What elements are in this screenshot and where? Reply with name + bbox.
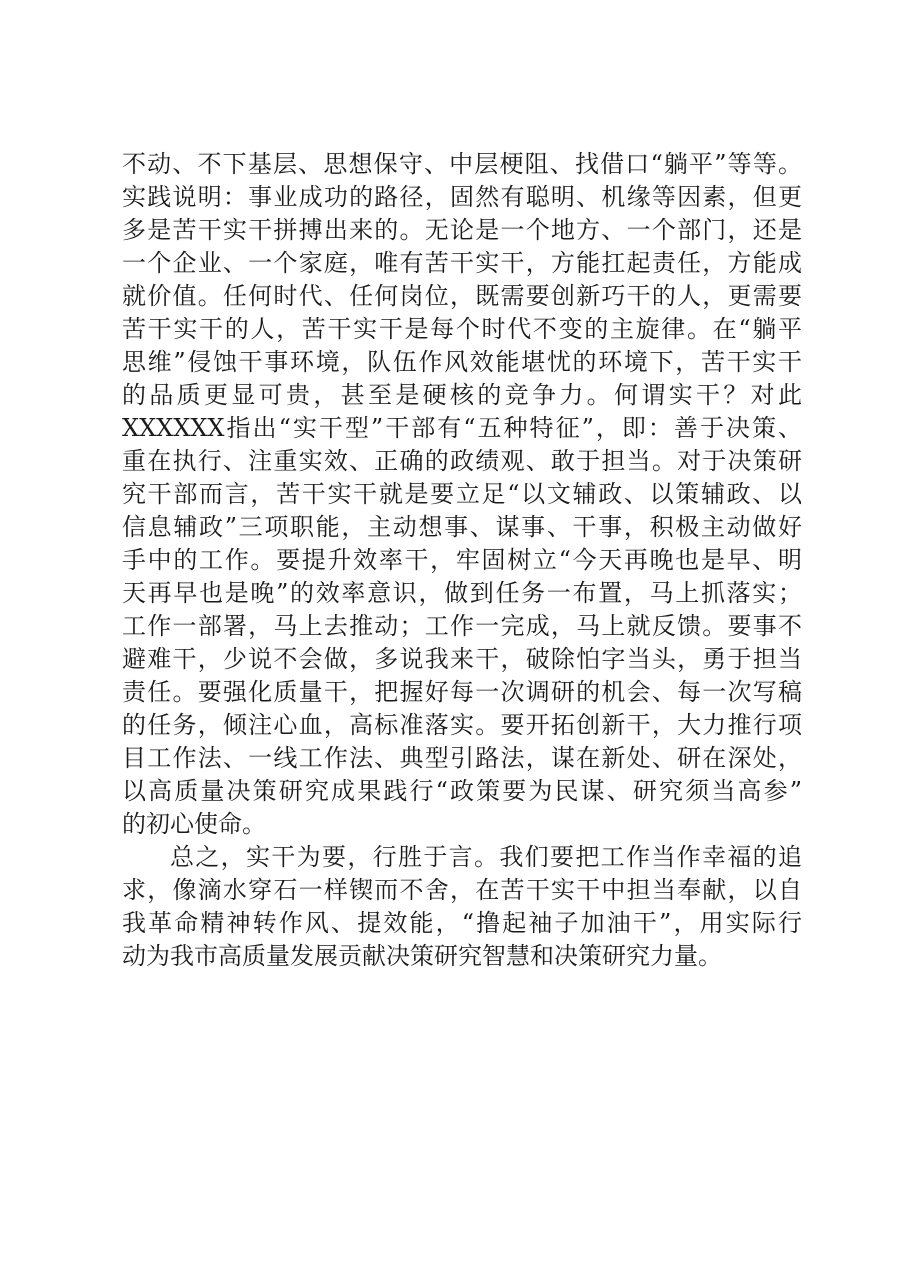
body-line: 总之，实干为要，行胜于言。我们要把工作当作幸福的追 (170, 843, 802, 871)
body-line: 我革命精神转作风、提效能，“撸起袖子加油干”，用实际行 (122, 909, 802, 937)
body-line: 的任务，倾注心血，高标准落实。要开拓创新干，大力推行项 (122, 711, 802, 739)
body-line: 重在执行、注重实效、正确的政绩观、敢于担当。对于决策研 (122, 447, 802, 475)
body-line: 天再早也是晚”的效率意识，做到任务一布置，马上抓落实； (122, 579, 802, 607)
body-line: 工作一部署，马上去推动；工作一完成，马上就反馈。要事不 (122, 612, 802, 640)
document-body (122, 148, 802, 973)
body-line: 求，像滴水穿石一样锲而不舍，在苦干实干中担当奉献，以自 (122, 876, 802, 904)
body-line: 避难干，少说不会做，多说我来干，破除怕字当头，勇于担当 (122, 645, 802, 673)
body-line: 思维”侵蚀干事环境，队伍作风效能堪忧的环境下，苦干实干 (122, 348, 802, 376)
body-line: 实践说明：事业成功的路径，固然有聪明、机缘等因素，但更 (122, 183, 802, 211)
body-line: 动为我市高质量发展贡献决策研究智慧和决策研究力量。 (122, 942, 722, 970)
body-line: 一个企业、一个家庭，唯有苦干实干，方能扛起责任，方能成 (122, 249, 802, 277)
body-line: 以高质量决策研究成果践行“政策要为民谋、研究须当高参” (122, 777, 802, 805)
body-line: 的初心使命。 (122, 810, 266, 838)
body-line: 多是苦干实干拼搏出来的。无论是一个地方、一个部门，还是 (122, 216, 802, 244)
body-line: 不动、不下基层、思想保守、中层梗阻、找借口“躺平”等等。 (122, 150, 802, 178)
body-line: 目工作法、一线工作法、典型引路法，谋在新处、研在深处， (122, 744, 802, 772)
body-line: 手中的工作。要提升效率干，牢固树立“今天再晚也是早、明 (122, 546, 802, 574)
body-line: 究干部而言，苦干实干就是要立足“以文辅政、以策辅政、以 (122, 480, 802, 508)
body-line: 责任。要强化质量干，把握好每一次调研的机会、每一次写稿 (122, 678, 802, 706)
body-line: 就价值。任何时代、任何岗位，既需要创新巧干的人，更需要 (122, 282, 802, 310)
body-line: XXXXXX指出“实干型”干部有“五种特征”，即：善于决策、 (122, 414, 802, 442)
body-line: 的品质更显可贵，甚至是硬核的竞争力。何谓实干？对此 (122, 381, 802, 409)
body-line: 信息辅政”三项职能，主动想事、谋事、干事，积极主动做好 (122, 513, 802, 541)
body-line: 苦干实干的人，苦干实干是每个时代不变的主旋律。在“躺平 (122, 315, 802, 343)
